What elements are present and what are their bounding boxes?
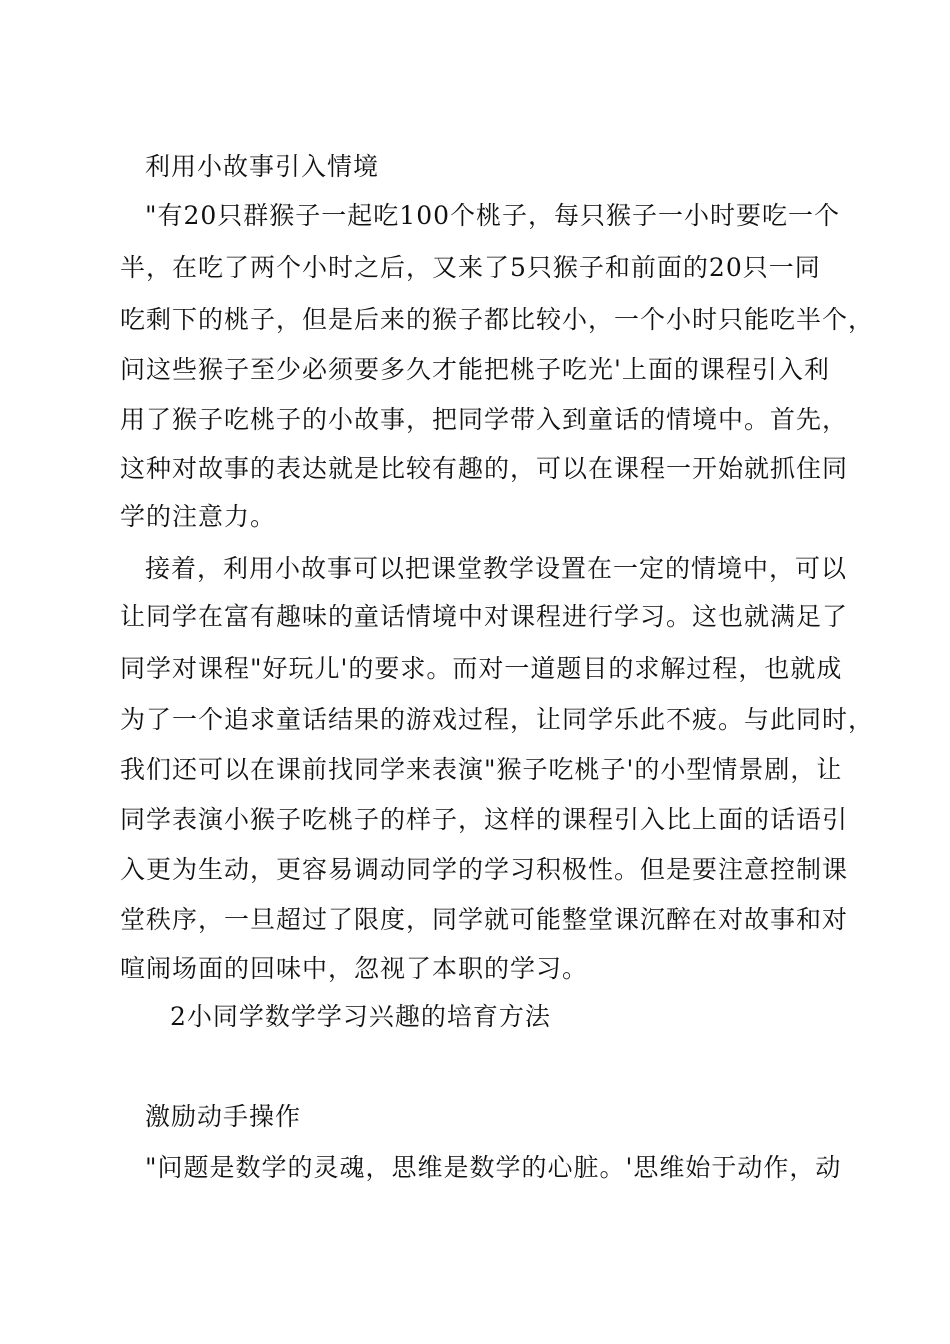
text-line: 入更为生动，更容易调动同学的学习积极性。但是要注意控制课 <box>120 855 849 884</box>
text-line: 让同学在富有趣味的童话情境中对课程进行学习。这也就满足了 <box>120 602 849 631</box>
text-line: 同学表演小猴子吃桃子的样子，这样的课程引入比上面的话语引 <box>120 805 849 834</box>
text-line: 学的注意力。 <box>120 502 277 531</box>
text-line: 问这些猴子至少必须要多久才能把桃子吃光'上面的课程引入利 <box>120 355 830 384</box>
text-line: 吃剩下的桃子，但是后来的猴子都比较小，一个小时只能吃半个， <box>120 305 875 334</box>
text-line: "有20只群猴子一起吃100个桃子，每只猴子一小时要吃一个 <box>145 201 841 230</box>
text-line: 同学对课程"好玩儿'的要求。而对一道题目的求解过程，也就成 <box>120 654 843 683</box>
text-line: 这种对故事的表达就是比较有趣的，可以在课程一开始就抓住同 <box>120 454 849 483</box>
text-line: 接着，利用小故事可以把课堂教学设置在一定的情境中，可以 <box>145 554 848 583</box>
subheading-hands-on: 激励动手操作 <box>145 1102 302 1131</box>
text-line: 堂秩序，一旦超过了限度，同学就可能整堂课沉醉在对故事和对 <box>120 905 849 934</box>
text-line: 半，在吃了两个小时之后，又来了5只猴子和前面的20只一同 <box>120 253 821 282</box>
text-line: 用了猴子吃桃子的小故事，把同学带入到童话的情境中。首先， <box>120 405 849 434</box>
text-line: 喧闹场面的回味中，忽视了本职的学习。 <box>120 954 589 983</box>
text-line: "问题是数学的灵魂，思维是数学的心脏。'思维始于动作，动 <box>145 1153 842 1182</box>
subheading-story-intro: 利用小故事引入情境 <box>145 152 380 181</box>
text-line: 我们还可以在课前找同学来表演"猴子吃桃子'的小型情景剧，让 <box>120 755 843 784</box>
section-heading: 2小同学数学学习兴趣的培育方法 <box>170 1002 551 1031</box>
text-line: 为了一个追求童话结果的游戏过程，让同学乐此不疲。与此同时， <box>120 705 875 734</box>
